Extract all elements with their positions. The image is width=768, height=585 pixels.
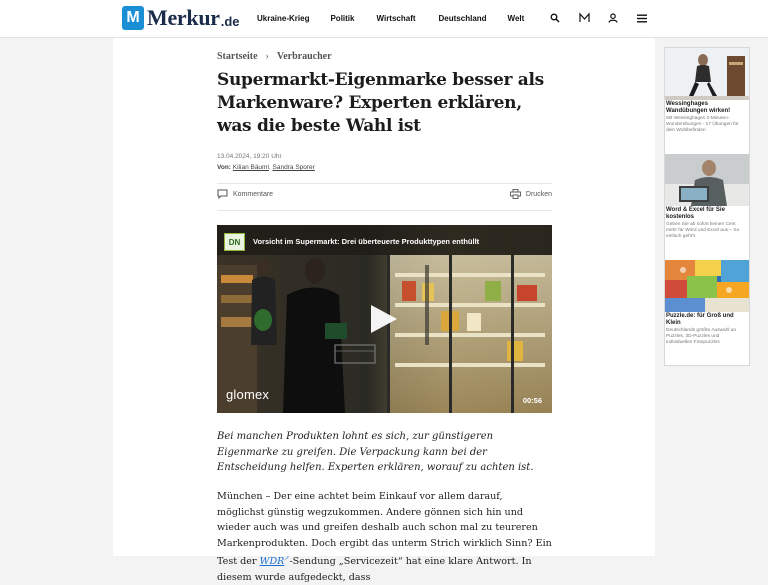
body-text: München – Der eine achtet beim Einkauf vor allem darauf, möglichst günstig wegzukommen. Andere gönnen sich hin und wieder auch was und greifen deshalb auch schon mal zu teureren Markenprodukten. Doch ergibt das unterm Strich wirklich Sinn? Ein Test der bbox=[217, 491, 552, 568]
print-label: Drucken bbox=[525, 190, 552, 198]
user-icon[interactable] bbox=[606, 11, 620, 25]
video-player[interactable] bbox=[217, 225, 552, 413]
comments-label: Kommentare bbox=[233, 190, 274, 198]
video-duration: 00:56 bbox=[522, 396, 542, 405]
menu-icon[interactable] bbox=[635, 11, 649, 25]
breadcrumb bbox=[217, 51, 332, 62]
chevron-right-icon: › bbox=[265, 51, 269, 62]
video-provider-logo: glomex bbox=[226, 387, 270, 402]
divider bbox=[217, 210, 552, 211]
play-icon[interactable] bbox=[365, 301, 401, 342]
nav-deutschland[interactable]: Deutschland bbox=[438, 14, 487, 23]
article-authors bbox=[217, 162, 315, 173]
breadcrumb-section[interactable]: Verbraucher bbox=[276, 51, 332, 62]
promo-description: Mit Wessinghages 3-Minuten-Wunderübungen - 17 Übungen für dein Wohlbefinden bbox=[666, 116, 739, 133]
comment-icon bbox=[217, 189, 228, 199]
wdr-link[interactable]: WDR bbox=[259, 556, 285, 568]
promo-card[interactable] bbox=[665, 154, 749, 240]
video-channel-badge: DN bbox=[224, 233, 245, 251]
merkur-m-icon[interactable] bbox=[577, 11, 591, 25]
promo-card[interactable] bbox=[665, 260, 749, 346]
promo-description: Geben Sie ab sofort keinen Cent mehr für Word und Excel aus – So einfach geht's bbox=[666, 222, 740, 239]
printer-icon bbox=[510, 189, 521, 199]
article-lead: Bei manchen Produkten lohnt es sich, zur günstigeren Eigenmarke zu greifen. Die Verpackung kann bei der Entscheidung helfen. Experten erklären, worauf zu achten ist. bbox=[217, 431, 534, 473]
article-body bbox=[217, 489, 552, 585]
divider bbox=[217, 183, 552, 184]
promo-description: Deutschlands größte Auswahl an Puzzles, 3D-Puzzles und individuellen Fotopuzzles bbox=[666, 328, 737, 345]
breadcrumb-home[interactable]: Startseite bbox=[217, 51, 258, 62]
merkur-logo-mark: M bbox=[122, 6, 144, 30]
nav-ukraine-krieg[interactable]: Ukraine-Krieg bbox=[257, 14, 310, 23]
article-meta bbox=[217, 151, 315, 173]
author-link[interactable]: Kilian Bäuml bbox=[232, 164, 269, 171]
promo-title: Word & Excel für Sie kostenlos bbox=[666, 207, 725, 220]
promo-title: Puzzle.de: für Groß und Klein bbox=[666, 313, 734, 326]
site-header bbox=[0, 0, 768, 38]
by-label: Von: bbox=[217, 164, 231, 171]
nav-wirtschaft[interactable]: Wirtschaft bbox=[376, 14, 416, 23]
sidebar-promos bbox=[664, 47, 750, 366]
logo-tld: .de bbox=[220, 13, 240, 29]
body-text: -Sendung „Servicezeit“ hat eine klare Antwort. In diesem wurde aufgedeckt, dass bbox=[217, 556, 532, 583]
logo-name: Merkur bbox=[147, 5, 220, 30]
promo-image bbox=[665, 154, 749, 206]
merkur-logo[interactable] bbox=[122, 5, 240, 31]
article-title: Supermarkt-Eigenmarke besser als Markenware? Experten erklären, was die beste Wahl ist bbox=[217, 70, 544, 136]
nav-politik[interactable]: Politik bbox=[330, 14, 355, 23]
article-date: 13.04.2024, 19:20 Uhr bbox=[217, 153, 282, 160]
video-title: Vorsicht im Supermarkt: Drei überteuerte Produkttypen enthüllt bbox=[253, 237, 480, 246]
search-icon[interactable] bbox=[548, 11, 562, 25]
comments-button[interactable] bbox=[217, 189, 273, 199]
author-separator: , bbox=[268, 164, 273, 171]
print-button[interactable] bbox=[510, 189, 552, 199]
nav-welt[interactable]: Welt bbox=[507, 14, 525, 23]
article-actions bbox=[217, 189, 552, 205]
author-link[interactable]: Sandra Sporer bbox=[272, 164, 315, 171]
main-nav bbox=[257, 14, 524, 23]
promo-image bbox=[665, 260, 749, 312]
promo-image bbox=[665, 48, 749, 100]
promo-card[interactable] bbox=[665, 48, 749, 134]
external-link-icon: ↗ bbox=[284, 555, 290, 562]
promo-title: Wessinghages Wandübungen wirken! bbox=[666, 101, 731, 114]
article-column bbox=[113, 38, 655, 583]
